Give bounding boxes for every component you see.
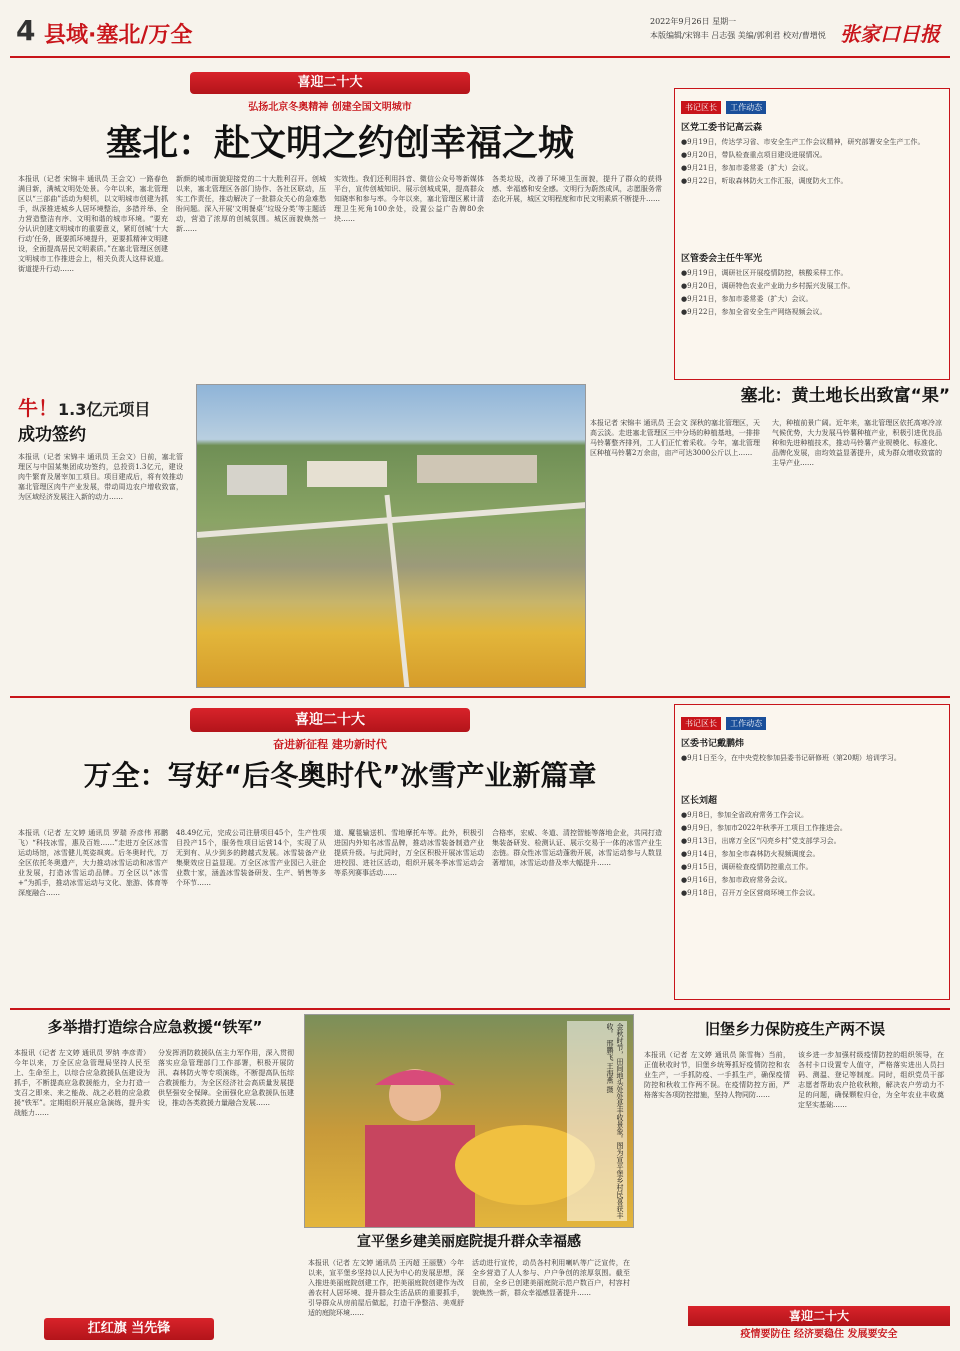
article-body-col2: 48.49亿元，完成公司注册项目45个，生产性项目投产15个，服务性项目运营14个，实现了从无到有、从少到多的跨越式发展。冰雪装备产业集聚效应日益显现。万全区冰雪产业园已入驻企业数十家，涵盖冰雪装备研发、生产、销售等多个环节…… bbox=[176, 829, 326, 887]
article-emergency-rescue bbox=[10, 1012, 300, 1312]
masthead bbox=[10, 10, 950, 56]
list-item: ●9月19日，传达学习省、市安全生产工作会议精神，研究部署安全生产工作。 bbox=[681, 138, 925, 146]
aerial-photo-illustration bbox=[197, 385, 586, 688]
article-body-col2: 活动进行宣传，动员各村利用喇叭等广泛宣传，在全乡营造了人人参与、户户争创的浓厚氛围。截至目前，全乡已创建美丽庭院示范户数百户，村容村貌焕然一新，群众幸福感显著提升…… bbox=[472, 1259, 630, 1297]
article-body-col1: 本报讯（记者 左文婷 通讯员 王丙超 王丽慧）今年以来，宣平堡乡坚持以人民为中心的发展思想，深入推进美丽庭院创建工作，把美丽庭院创建作为改善农村人居环境、提升群众生活品质的重要抓手，引导群众从房前屋后做起，打造干净整洁、美观舒适的庭院环境…… bbox=[308, 1259, 464, 1317]
work-dynamics-sidebar-1 bbox=[674, 88, 950, 380]
list-item: ●9月21日，参加市委常委（扩大）会议。 bbox=[681, 164, 813, 172]
article-headline: 成功签约 bbox=[18, 425, 86, 445]
photo-caption: 金秋时节，田间地头处处是丰收景象。图为宣平堡乡村民喜获丰收。 邢鹏飞 王海燕 摄 bbox=[567, 1021, 627, 1221]
list-item: ●9月16日，参加市政府常务会议。 bbox=[681, 876, 792, 884]
article-headline: 宣平堡乡建美丽庭院提升群众幸福感 bbox=[357, 1234, 581, 1250]
farmer-headscarf bbox=[375, 1070, 455, 1085]
aerial-town-photo bbox=[196, 384, 586, 688]
celebrate-banner: 喜迎二十大 bbox=[190, 708, 470, 732]
article-epidemic-production bbox=[640, 1014, 950, 1314]
paper-name: 张家口日报 bbox=[840, 22, 940, 46]
article-body-col2: 该乡进一步加强村级疫情防控的组织领导，在各村卡口设置专人值守，严格落实进出人员扫码、测温、登记等制度。同时，组织党员干部志愿者帮助农户抢收秋粮，解决农户劳动力不足的问题，确保颗粒归仓，为全年农业丰收奠定坚实基础…… bbox=[798, 1051, 944, 1109]
list-item: ●9月21日，参加市委常委（扩大）会议。 bbox=[681, 295, 813, 303]
road bbox=[387, 495, 407, 688]
sidebar-tag-work: 工作动态 bbox=[726, 717, 766, 730]
sidebar-section-title: 区委书记戴鹏炜 bbox=[681, 739, 745, 749]
article-beautiful-courtyard bbox=[304, 1232, 634, 1348]
building-block bbox=[227, 465, 287, 495]
sidebar-tag-work: 工作动态 bbox=[726, 101, 766, 114]
article-body-col1: 本报讯（记者 宋锦丰 通讯员 王会文）一路春色满目新，满城文明处处景。今年以来，塞北管理区以“三部曲”活动为契机，以文明城市创建为抓手，纵深推进城乡人居环境整治，多措并举、全力营造整洁有序、文明和谐的城市环境。“要充分认识创建文明城市的重要意义，紧盯创城‘十大行动’任务，既要抓环境提升，更要抓精神文明建设，全面提高居民文明素质。”在塞北管理区创建文明城市工作推进会上，相关负责人这样说道。街道提升行动…… bbox=[18, 175, 168, 273]
harvest-photo bbox=[304, 1014, 634, 1228]
issue-date: 2022年9月26日 星期一 bbox=[650, 17, 737, 26]
list-item: ●9月20日，调研特色农业产业助力乡村振兴发展工作。 bbox=[681, 282, 855, 290]
article-headline: 多举措打造综合应急救援“铁军” bbox=[47, 1018, 263, 1036]
list-item: ●9月9日，参加市2022年秋季开工项目工作推进会。 bbox=[681, 824, 847, 832]
sidebar-tag-leaders: 书记区长 bbox=[681, 101, 721, 114]
building-block bbox=[417, 455, 537, 483]
sidebar-section-title: 区党工委书记高云森 bbox=[681, 123, 763, 133]
sidebar-tags bbox=[681, 95, 943, 114]
kicker: 牛！ bbox=[18, 396, 58, 420]
sidebar-list-b bbox=[681, 268, 943, 388]
headline-kicker bbox=[18, 392, 150, 421]
article-body-col3: 道、魔毯输送机、雪地摩托车等。此外，积极引进国内外知名冰雪品牌，推动冰雪装备制造产业提质升级。与此同时，万全区积极开展冰雪运动进校园、进社区活动，组织开展冬季冰雪运动会等系列赛事活动…… bbox=[334, 829, 484, 877]
section-rule bbox=[10, 696, 950, 698]
article-body-col2: 分发挥消防救援队伍主力军作用，深入贯彻落实应急管理部门工作部署，积极开展防汛、森林防火等专项演练，不断提高队伍综合救援能力，为全区经济社会高质量发展提供坚强安全保障。全面强化应急救援队伍建设，推动各类救援力量融合发展…… bbox=[158, 1049, 294, 1107]
article-body-col1: 本报记者 宋锦丰 通讯员 王会文 深秋的塞北管理区，天高云淡。走进塞北管理区三中分场的种植基地，一排排马铃薯整齐排列，工人们正忙着采收。今年，塞北管理区种植马铃薯2万余亩，亩产可达3000公斤以上…… bbox=[590, 419, 760, 457]
celebrate-banner: 喜迎二十大 bbox=[688, 1306, 950, 1326]
sidebar-section-title: 区长刘超 bbox=[681, 796, 718, 806]
building-block bbox=[307, 461, 387, 487]
section-title: 县域·塞北/万全 bbox=[44, 23, 193, 48]
footer-right-banner bbox=[688, 1306, 950, 1346]
article-body-col1: 本报讯（记者 左文婷 通讯员 陈雪梅）当前，正值秋收时节，旧堡乡统筹抓好疫情防控和农业生产，一手抓防疫、一手抓生产，确保疫情防控和秋收工作两不误。在疫情防控方面，严格落实各项防控措施，坚持人物同防…… bbox=[644, 1051, 790, 1099]
page-number: 4 bbox=[16, 14, 36, 47]
slogan: 弘扬北京冬奥精神 创建全国文明城市 bbox=[248, 102, 412, 113]
editors-line: 本版编辑/宋锦丰 吕志强 美编/郭利君 校对/曹增悦 bbox=[650, 31, 826, 40]
article-body: 本报讯（记者 宋锦丰 通讯员 王会文）日前，塞北管理区与中国某集团成功签约，总投资1.3亿元，建设肉牛繁育及屠宰加工项目。项目建成后，将有效推动塞北管理区肉牛产业发展，带动周边农户增收致富，为区域经济发展注入新的动力…… bbox=[18, 453, 183, 501]
article-civilized-city bbox=[10, 60, 670, 360]
article-headline: 塞北：黄土地长出致富“果” bbox=[740, 386, 950, 406]
celebrate-banner: 喜迎二十大 bbox=[190, 72, 470, 94]
list-item: ●9月13日，出席万全区“闪亮乡村”党支部学习会。 bbox=[681, 837, 841, 845]
sidebar-list-b bbox=[681, 810, 943, 1006]
list-item: ●9月8日，参加全省政府常务工作会议。 bbox=[681, 811, 809, 819]
sidebar-list-a bbox=[681, 137, 943, 245]
list-item: ●9月20日，带队检查重点项目建设进展情况。 bbox=[681, 151, 827, 159]
list-item: ●9月22日，听取森林防火工作汇报，调度防火工作。 bbox=[681, 177, 848, 185]
article-potato-harvest bbox=[590, 384, 950, 690]
list-item: ●9月22日，参加全省安全生产网络视频会议。 bbox=[681, 308, 827, 316]
list-item: ●9月18日，召开万全区营商环境工作会议。 bbox=[681, 889, 820, 897]
article-headline: 万全：写好“后冬奥时代”冰雪产业新篇章 bbox=[83, 759, 597, 792]
sidebar-section-title: 区管委会主任牛军光 bbox=[681, 254, 763, 264]
article-body-col2: 大，种植前景广阔。近年来，塞北管理区依托高寒冷凉气候优势，大力发展马铃薯种植产业，积极引进优良品种和先进种植技术，推动马铃薯产业规模化、标准化、品牌化发展，亩均效益显著提升，成为群众增收致富的主导产业…… bbox=[772, 419, 942, 467]
article-ice-snow bbox=[10, 702, 670, 1002]
list-item: ●9月1日至今，在中央党校参加县委书记研修班（第20期）培训学习。 bbox=[681, 754, 901, 762]
amount: 1.3亿元项目 bbox=[58, 400, 151, 419]
sidebar-list-a bbox=[681, 753, 943, 787]
section-rule bbox=[10, 1008, 950, 1010]
article-headline: 塞北：赴文明之约创幸福之城 bbox=[105, 123, 574, 164]
article-project-signing bbox=[10, 392, 190, 692]
list-item: ●9月19日，调研社区开展疫情防控，核酸采样工作。 bbox=[681, 269, 848, 277]
red-flag-banner: 扛红旗 当先锋 bbox=[44, 1318, 214, 1340]
work-dynamics-sidebar-2 bbox=[674, 704, 950, 1000]
article-body-col1: 本报讯（记者 左文婷 通讯员 罗瑞 乔彦伟 邢鹏飞）“科技冰雪，惠及百姓……”走进万全区冰雪运动场馆，冰雪健儿英姿飒爽。后冬奥时代，万全区依托冬奥遗产，大力推动冰雪运动和冰雪产业发展，打造冰雪运动品牌。万全区以“冰雪+”为抓手，推动冰雪运动与文化、旅游、体育等深度融合…… bbox=[18, 829, 168, 897]
footer-slogan: 疫情要防住 经济要稳住 发展要安全 bbox=[740, 1329, 898, 1340]
article-body-col4: 合格率，宏威、冬道、清控智能等落地企业，共同打造集装备研发、检测认证、展示交易于一体的冰雪产业生态链。群众性冰雪运动蓬勃开展，冰雪运动参与人数显著增加，冰雪运动普及率大幅提升…… bbox=[492, 829, 662, 867]
article-body-col1: 本报讯（记者 左文婷 通讯员 罗纳 李彦青）今年以来，万全区应急管理局坚持人民至上、生命至上，以综合应急救援队伍建设为抓手，不断提高应急救援能力，全力打造一支召之即来、来之能战、战之必胜的应急救援“铁军”。定期组织开展应急演练，提升实战能力…… bbox=[14, 1049, 150, 1117]
article-body-col2: 新颜的城市面貌迎接党的二十大胜利召开。创城以来，塞北管理区各部门协作、各社区联动，压实工作责任，推动解决了一批群众关心的急难愁盼问题。深入开展‘文明餐桌’‘垃圾分类’等主题活动，营造了浓厚的创城氛围。城区面貌焕然一新…… bbox=[176, 175, 326, 233]
list-item: ●9月15日，调研检查疫情防控重点工作。 bbox=[681, 863, 813, 871]
article-body-col4: 各类垃圾，改善了环境卫生面貌，提升了群众的获得感、幸福感和安全感。文明行为蔚然成风，志愿服务常态化开展，城区文明程度和市民文明素质不断提升…… bbox=[492, 175, 662, 203]
article-body-col3: 实效性。我们还利用抖音、微信公众号等新媒体平台，宣传创城知识、展示创城成果，提高群众知晓率和参与率。今年以来，塞北管理区累计清理卫生死角100余处，设置公益广告牌80余块…… bbox=[334, 175, 484, 223]
sidebar-tag-leaders: 书记区长 bbox=[681, 717, 721, 730]
slogan: 奋进新征程 建功新时代 bbox=[273, 738, 387, 751]
sidebar-tags bbox=[681, 711, 943, 730]
list-item: ●9月14日，参加全市森林防火视频调度会。 bbox=[681, 850, 820, 858]
masthead-rule bbox=[10, 56, 950, 58]
article-headline: 旧堡乡力保防疫生产两不误 bbox=[704, 1020, 885, 1038]
